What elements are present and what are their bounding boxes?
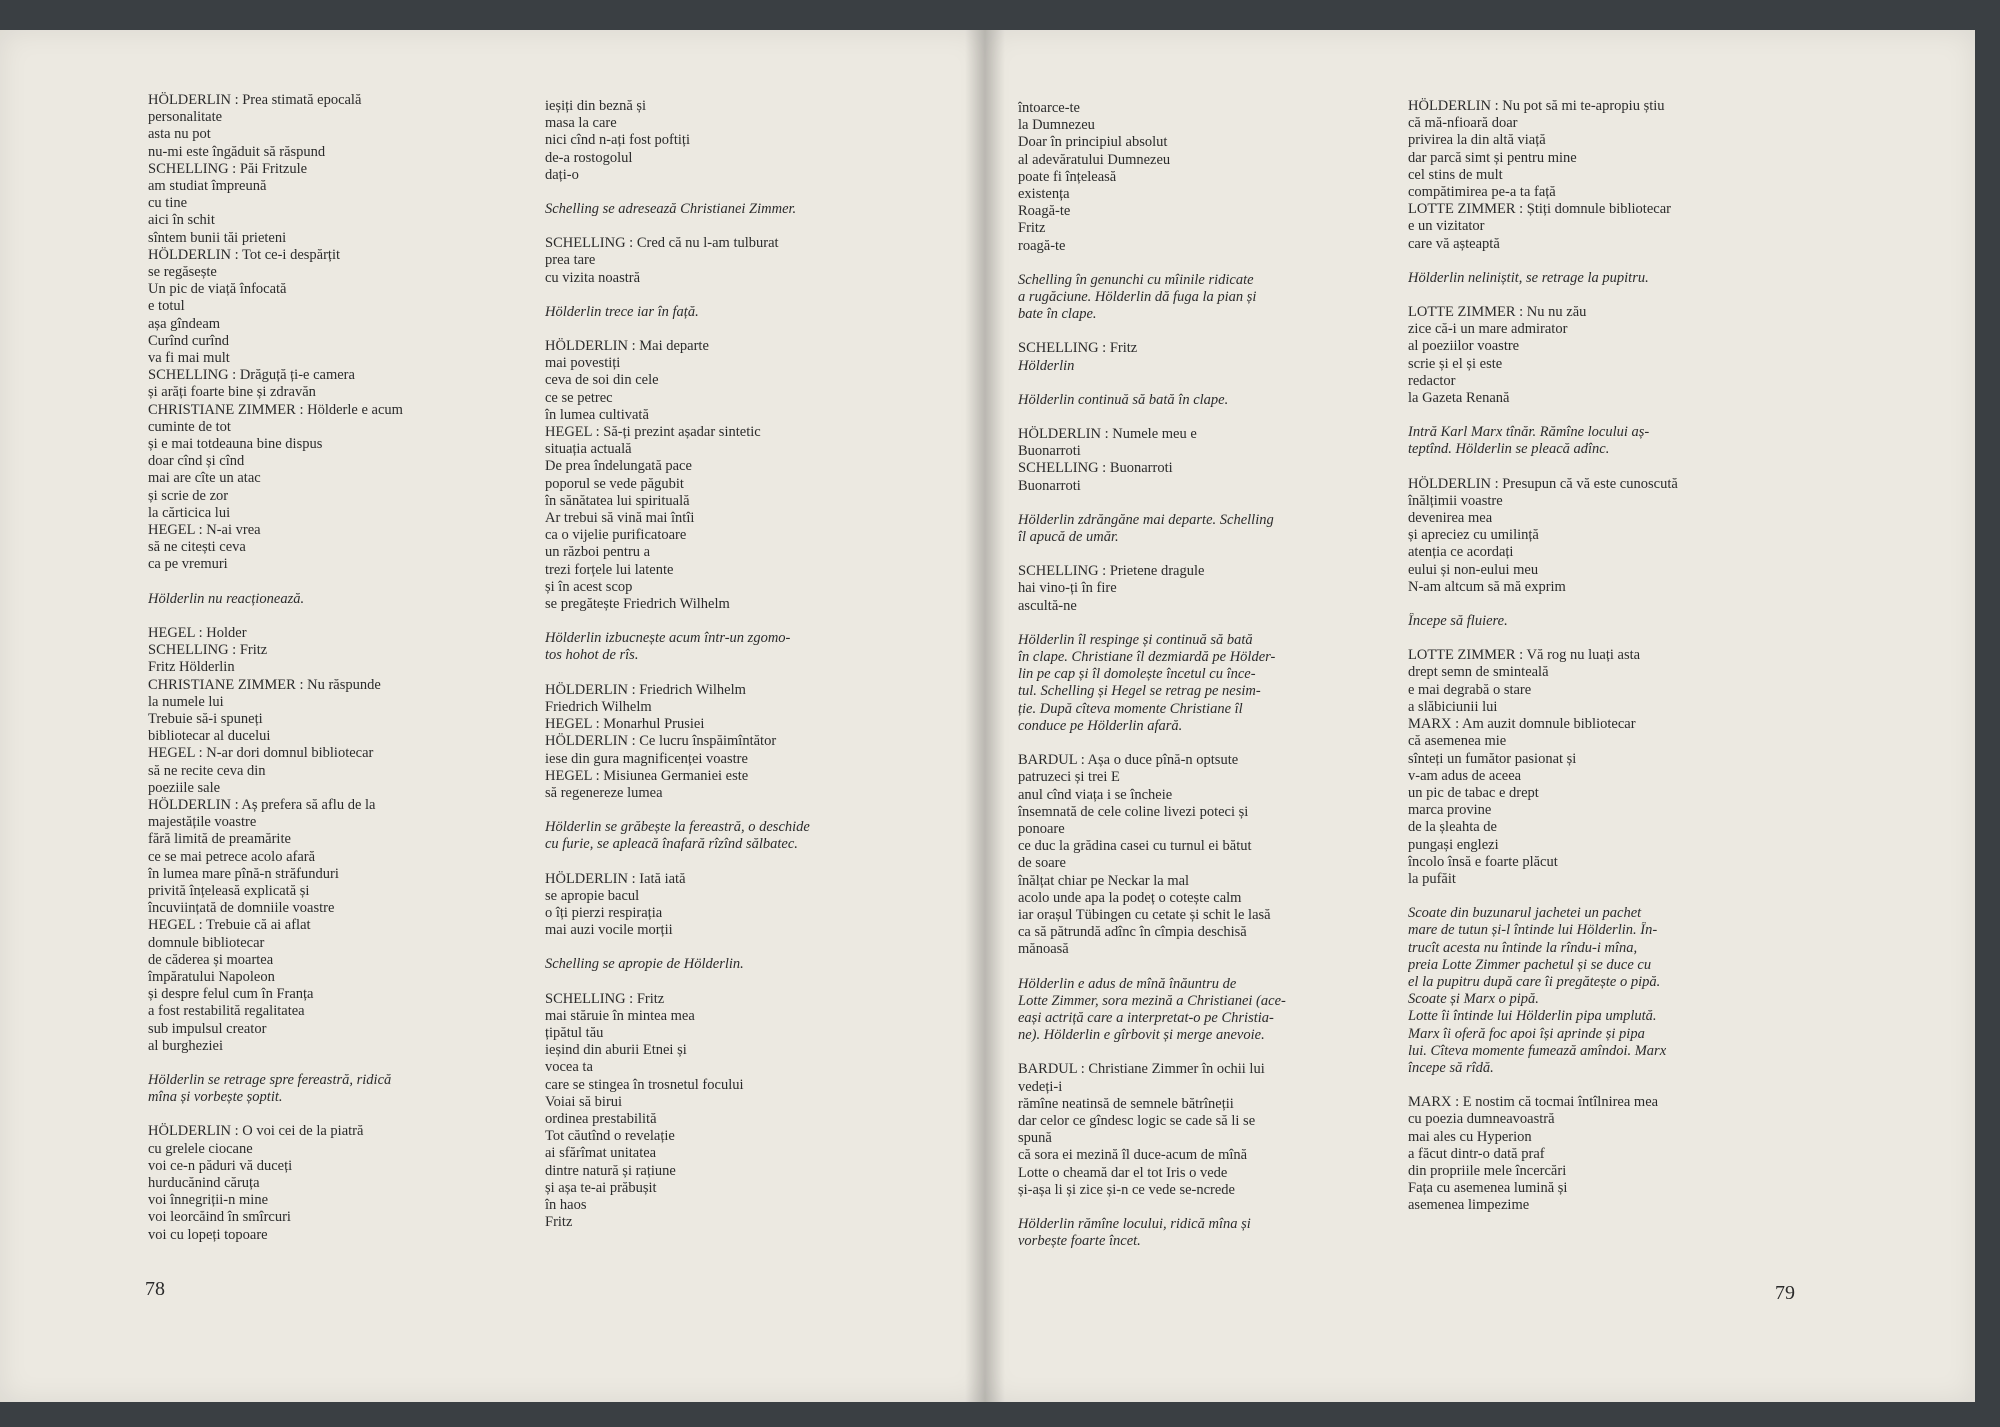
text-line: Curînd curînd [148,332,229,349]
text-line [545,218,915,235]
text-line: ce se mai petrece acolo afară [148,848,316,865]
text-line: la Dumnezeu [1018,117,1095,134]
text-line: SCHELLING : Păi Fritzule [148,160,308,177]
text-line: ponoare [1018,820,1065,837]
text-line: anul cînd viața i se încheie [1018,786,1173,803]
text-line: să ne recite ceva din [148,762,266,779]
text-line: Hölderlin [1018,357,1075,374]
text-line: vorbește foarte încet. [1018,1233,1141,1250]
text-line: Hölderlin îl respinge și continuă să bată [1018,631,1253,648]
text-line: Hölderlin e adus de mînă înăuntru de [1018,975,1237,992]
text-line: MARX : Am auzit domnule bibliotecar [1408,716,1636,733]
text-line: HÖLDERLIN : Tot ce-i despărțit [148,246,341,263]
text-line: v-am adus de aceea [1408,767,1522,784]
text-line: LOTTE ZIMMER : Nu nu zău [1408,304,1587,321]
text-line: sîntem bunii tăi prieteni [148,229,287,246]
text-line: și-așa li și zice și-n ce vede se-ncrede [1018,1181,1235,1198]
text-line: SCHELLING : Prietene dragule [1018,563,1205,580]
text-line: ce se petrec [545,389,613,406]
text-line: la cărticica lui [148,504,231,521]
text-line: iar orașul Tübingen cu cetate și schit le lasă [1018,906,1271,923]
text-line: mîna și vorbește șoptit. [148,1089,283,1106]
text-line: vedeți-i [1018,1078,1063,1095]
text-line: mai povestiți [545,355,621,372]
page-number-left: 78 [145,1278,165,1300]
text-line: un război pentru a [545,544,651,561]
text-line: zice că-i un mare admirator [1408,321,1568,338]
text-line: HÖLDERLIN : Numele meu e [1018,426,1197,443]
text-line [1408,630,1778,647]
text-line: drept semn de sminteală [1408,664,1549,681]
text-line: prea tare [545,252,596,269]
text-line: am studiat împreună [148,178,267,195]
text-line: Lotte îi întinde lui Hölderlin pipa umplută. [1408,1008,1657,1025]
text-line: situația actuală [545,441,632,458]
text-line: eași actriță care a interpretat-o pe Christia- [1018,1009,1274,1026]
text-line: mai stăruie în mintea mea [545,1007,695,1024]
text-line: Hölderlin nu reacționează. [148,590,305,607]
text-line: mare de tutun și-l întinde lui Hölderlin. În- [1408,922,1658,939]
text-line: HÖLDERLIN : O voi cei de la piatră [148,1123,364,1140]
text-line: și e mai totdeauna bine dispus [148,436,323,453]
text-line: MARX : E nostim că tocmai întîlnirea mea [1408,1094,1659,1111]
right-page-column-2 [1408,98,1778,1215]
text-line: SCHELLING : Drăguță ți-e camera [148,367,355,384]
text-line: Începe să fluiere. [1408,613,1508,630]
text-line: de la șleahta de [1408,819,1497,836]
text-line: țipătul tău [545,1024,604,1041]
text-line: HÖLDERLIN : Iată iată [545,870,686,887]
text-line: atenția ce acordați [1408,544,1514,561]
text-line: dintre natură și rațiune [545,1162,676,1179]
text-line: Hölderlin zdrăngăne mai departe. Schelling [1018,511,1274,528]
text-line [1018,1044,1388,1061]
text-line: conduce pe Hölderlin afară. [1018,717,1183,734]
text-line: Doar în principiul absolut [1018,134,1168,151]
text-line: De prea îndelungată pace [545,458,692,475]
text-line: de-a rostogolul [545,149,633,166]
text-line: Scoate și Marx o pipă. [1408,991,1539,1008]
text-line: e totul [148,298,185,315]
text-line: LOTTE ZIMMER : Vă rog nu luați asta [1408,647,1641,664]
text-line: la numele lui [148,693,224,710]
text-line: eului și non-eului meu [1408,561,1539,578]
text-line: ceva de soi din cele [545,372,659,389]
text-line: SCHELLING : Fritz [1018,340,1138,357]
left-page-column-2 [545,98,915,1231]
text-line: ca să pătrundă adînc în cîmpia deschisă [1018,924,1247,941]
text-line: ieșind din aburii Etnei și [545,1042,687,1059]
text-line: CHRISTIANE ZIMMER : Hölderle e acum [148,401,403,418]
page-number-right: 79 [1775,1282,1795,1304]
text-line: patruzeci și trei E [1018,769,1120,786]
text-line: roagă-te [1018,237,1066,254]
text-line: HÖLDERLIN : Friedrich Wilhelm [545,681,746,698]
text-line: Hölderlin continuă să bată în clape. [1018,391,1229,408]
text-line: la Gazeta Renană [1408,390,1510,407]
text-line: CHRISTIANE ZIMMER : Nu răspunde [148,676,381,693]
text-line: că sora ei mezină îl duce-acum de mînă [1018,1147,1248,1164]
text-line: masa la care [545,115,617,132]
text-line: de soare [1018,855,1066,872]
text-line [1408,253,1778,270]
text-line: Hölderlin neliniștit, se retrage la pupitru. [1408,269,1649,286]
text-line: că mă-nfioară doar [1408,115,1518,132]
text-line: Marx îi oferă foc apoi își aprinde și pipa [1408,1025,1645,1042]
text-line [1408,1077,1778,1094]
text-line: voi cu lopeți topoare [148,1226,268,1243]
text-line: marca provine [1408,802,1492,819]
text-line [545,939,915,956]
text-line: a fost restabilită regalitatea [148,1003,305,1020]
text-line: mai are cîte un atac [148,470,261,487]
text-line: rămîne neatinsă de semnele bătrîneții [1018,1095,1234,1112]
text-line: și despre felul cum în Franța [148,986,314,1003]
text-line: a rugăciune. Hölderlin dă fuga la pian și [1018,289,1257,306]
text-line: al adevăratului Dumnezeu [1018,151,1171,168]
text-line: pungași englezi [1408,836,1499,853]
text-line: să regenereze lumea [545,784,663,801]
text-line: ordinea prestabilită [545,1110,657,1127]
text-line: e un vizitator [1408,218,1485,235]
text-line: Lotte Zimmer, sora mezină a Christianei (ace- [1018,992,1286,1009]
text-line: cu vizita noastră [545,269,641,286]
text-line [1408,888,1778,905]
text-line: sub impulsul creator [148,1020,267,1037]
text-line: se pregătește Friedrich Wilhelm [545,596,730,613]
text-line: ne). Hölderlin e gîrbovit și merge anevoie. [1018,1027,1265,1044]
text-line: a făcut dintr-o dată praf [1408,1145,1545,1162]
text-line [545,802,915,819]
text-line: Tot căutînd o revelație [545,1128,675,1145]
text-line [148,1055,518,1072]
text-line: îl apucă de umăr. [1018,529,1119,546]
text-line: compătimirea pe-a ta față [1408,184,1556,201]
text-line: Hölderlin se retrage spre fereastră, ridică [148,1071,392,1088]
text-line: mai ales cu Hyperion [1408,1128,1532,1145]
text-line: Schelling în genunchi cu mîinile ridicate [1018,271,1254,288]
text-line: o îți pierzi respirația [545,904,663,921]
text-line [545,184,915,201]
text-line: la pufăit [1408,870,1456,887]
text-line: și arăți foarte bine și zdravăn [148,384,316,401]
text-line: HEGEL : N-ai vrea [148,522,261,539]
text-line: Friedrich Wilhelm [545,698,652,715]
text-line: aici în schit [148,212,215,229]
text-line [1408,407,1778,424]
text-line: se regăsește [148,264,217,281]
text-line [1018,375,1388,392]
text-line: voi leorcăind în smîrcuri [148,1209,291,1226]
text-line: BARDUL : Așa o duce pînă-n optsute [1018,752,1239,769]
text-line: HÖLDERLIN : Prea stimată epocală [148,92,362,108]
text-line: de căderea și moartea [148,951,274,968]
text-line: înălțat chiar pe Neckar la mal [1018,872,1190,889]
text-line: nu-mi este îngăduit să răspund [148,143,326,160]
text-line: asemenea limpezime [1408,1197,1530,1214]
text-line: SCHELLING : Fritz [545,990,665,1007]
text-line: trucît acesta nu întinde la rîndu-i mîna, [1408,939,1638,956]
text-line: al poeziilor voastre [1408,338,1520,355]
text-line: HEGEL : Holder [148,624,247,641]
text-line: e mai degrabă o stare [1408,681,1532,698]
text-line [1018,1199,1388,1216]
text-line: sînteți un fumător pasionat și [1408,750,1577,767]
text-line: poeziile sale [148,779,221,796]
text-line: voi înnegriții-n mine [148,1192,269,1209]
text-line: Fritz Hölderlin [148,659,235,676]
text-line: în clape. Christiane îl dezmiardă pe Hölder- [1018,649,1276,666]
text-line: Buonarroti [1018,477,1081,494]
text-line: lin pe cap și îl domolește încetul cu înce- [1018,666,1256,683]
text-line: bate în clape. [1018,306,1097,323]
text-line: doar cînd și cînd [148,453,245,470]
text-line: va fi mai mult [148,350,230,367]
text-line: nici cînd n-ați fost poftiți [545,132,690,149]
text-line [148,1106,518,1123]
text-line: existența [1018,186,1070,203]
text-line: asta nu pot [148,126,211,143]
text-line [1018,959,1388,976]
text-line: să ne citești ceva [148,539,246,556]
text-line [1018,495,1388,512]
text-line: întoarce-te [1018,100,1080,116]
text-line: cu grelele ciocane [148,1140,253,1157]
text-line: privirea la din altă viață [1408,132,1546,149]
text-line: HÖLDERLIN : Presupun că vă este cunoscută [1408,475,1678,492]
text-line [148,574,518,591]
text-line: privită înțeleasă explicată și [148,882,310,899]
text-line: Fritz [1018,220,1046,237]
text-line: fără limită de preamărite [148,831,291,848]
text-line: bibliotecar al ducelui [148,728,271,745]
text-line: tos hohot de rîs. [545,647,639,664]
text-line: LOTTE ZIMMER : Știți domnule bibliotecar [1408,201,1671,218]
text-line: HÖLDERLIN : Ce lucru înspăimîntător [545,733,777,750]
text-line: ai sfărîmat unitatea [545,1145,657,1162]
text-line: Voiai să birui [545,1093,623,1110]
text-line: Hölderlin se grăbește la fereastră, o deschide [545,819,810,836]
text-line [545,665,915,682]
text-line: un pic de tabac e drept [1408,784,1539,801]
text-line: el la pupitru după care îi pregătește o pipă. [1408,973,1661,990]
text-line: se apropie bacul [545,887,640,904]
text-line: înălțimii voastre [1408,492,1503,509]
text-line: ascultă-ne [1018,597,1077,614]
text-line: BARDUL : Christiane Zimmer în ochii lui [1018,1061,1265,1078]
text-line: HÖLDERLIN : Nu pot să mi te-apropiu știu [1408,98,1665,114]
text-line: mănoasă [1018,941,1069,958]
text-line [1408,459,1778,476]
text-line: și apreciez cu umilință [1408,527,1539,544]
text-line [1018,546,1388,563]
text-line: trezi forțele lui latente [545,561,674,578]
text-line: ca pe vremuri [148,556,228,573]
text-line: N-am altcum să mă exprim [1408,578,1566,595]
text-line: preia Lotte Zimmer pachetul și se duce cu [1408,956,1652,973]
text-line [1018,735,1388,752]
text-line: cu poezia dumneavoastră [1408,1111,1555,1128]
text-line: devenirea mea [1408,510,1493,527]
text-line: că asemenea mie [1408,733,1507,750]
text-line: din propriile mele încercări [1408,1162,1567,1179]
text-line: majestățile voastre [148,814,257,831]
text-line [1018,323,1388,340]
text-line: poporul se vede păgubit [545,475,684,492]
text-line [148,608,518,625]
text-line: Schelling se apropie de Hölderlin. [545,956,744,973]
text-line: încuviințată de domniile voastre [148,900,335,917]
text-line: al burgheziei [148,1037,224,1054]
text-line: Un pic de viață înfocată [148,281,287,298]
text-line: acolo unde apa la podeț o cotește calm [1018,889,1242,906]
text-line: hai vino-ți în fire [1018,580,1117,597]
text-line [545,613,915,630]
text-line: a slăbiciunii lui [1408,698,1498,715]
text-line: hurducănind căruța [148,1174,260,1191]
text-line: care vă așteaptă [1408,235,1500,252]
text-line: HEGEL : Trebuie că ai aflat [148,917,311,934]
text-line: mai auzi vocile morții [545,922,673,939]
text-line: dați-o [545,166,579,183]
text-line [545,321,915,338]
text-line: iese din gura magnificenței voastre [545,750,748,767]
text-line [1408,596,1778,613]
text-line: spună [1018,1130,1052,1147]
text-line: în lumea cultivată [545,406,649,423]
text-line: Hölderlin rămîne locului, ridică mîna și [1018,1215,1251,1232]
text-line: HÖLDERLIN : Aș prefera să aflu de la [148,796,376,813]
text-line: și scrie de zor [148,487,229,504]
text-line: scrie și el și este [1408,355,1503,372]
text-line: Trebuie să-i spuneți [148,710,263,727]
text-line: Lotte o cheamă dar el tot Iris o vede [1018,1164,1228,1181]
text-line: redactor [1408,372,1456,389]
text-line: așa gîndeam [148,315,221,332]
text-line: vocea ta [545,1059,593,1076]
text-line: care se stingea în trosnetul focului [545,1076,744,1093]
text-line: SCHELLING : Cred că nu l-am tulburat [545,235,779,252]
text-line [545,974,915,991]
text-line: Hölderlin izbucnește acum într-un zgomo- [545,630,791,647]
text-line: HEGEL : Misiunea Germaniei este [545,767,749,784]
text-line: Fața cu asemenea lumină și [1408,1180,1568,1197]
text-line: cel stins de mult [1408,166,1503,183]
text-line: în haos [545,1196,587,1213]
text-line: poate fi înțeleasă [1018,168,1117,185]
text-line: Schelling se adresează Christianei Zimmer. [545,201,797,218]
text-line: Scoate din buzunarul jachetei un pachet [1408,905,1642,922]
text-line: HEGEL : N-ar dori domnul bibliotecar [148,745,374,762]
text-line: în sănătatea lui spirituală [545,492,690,509]
text-line: ieșiți din beznă și [545,98,647,114]
text-line: lui. Cîteva momente fumează amîndoi. Marx [1408,1042,1667,1059]
text-line [545,854,915,871]
text-line: și în acest scop [545,578,633,595]
text-line [1408,287,1778,304]
text-line: HEGEL : Monarhul Prusiei [545,716,705,733]
text-line: ca o vijelie purificatoare [545,527,687,544]
text-line: teptînd. Hölderlin se pleacă adînc. [1408,441,1610,458]
text-line: SCHELLING : Buonarroti [1018,460,1173,477]
text-line: cu tine [148,195,188,212]
text-line: cuminte de tot [148,418,231,435]
text-line: cu furie, se apleacă înafară rîzînd sălbatec. [545,836,798,853]
text-line [1018,615,1388,632]
text-line: în lumea mare pînă-n străfunduri [148,865,339,882]
book-gutter [965,30,1005,1402]
left-page-column-1 [148,92,518,1244]
text-line: tul. Schelling și Hegel se retrag pe nesim- [1018,683,1261,700]
text-line: și așa te-ai prăbușit [545,1179,657,1196]
text-line: Hölderlin trece iar în față. [545,303,699,320]
text-line: ce duc la grădina casei cu turnul ei bătut [1018,838,1252,855]
text-line: Ar trebui să vină mai întîi [545,510,695,527]
text-line: domnule bibliotecar [148,934,265,951]
text-line: începe să rîdă. [1408,1059,1494,1076]
text-line: împăratului Napoleon [148,968,275,985]
text-line [1018,409,1388,426]
text-line: însemnată de cele coline livezi poteci și [1018,803,1249,820]
text-line: personalitate [148,109,223,126]
text-line: ție. După cîteva momente Christiane îl [1018,700,1243,717]
text-line [545,287,915,304]
right-page-column-1 [1018,100,1388,1250]
text-line: Fritz [545,1214,573,1231]
text-line [1018,255,1388,272]
text-line: încolo însă e foarte plăcut [1408,853,1558,870]
text-line: SCHELLING : Fritz [148,642,268,659]
text-line: HEGEL : Să-ți prezint așadar sintetic [545,424,761,441]
text-line: Roagă-te [1018,203,1071,220]
text-line: dar celor ce gîndesc logic se cade să li se [1018,1112,1256,1129]
text-line: HÖLDERLIN : Mai departe [545,338,709,355]
text-line: Intră Karl Marx tînăr. Rămîne locului aș- [1408,424,1650,441]
text-line: voi ce-n păduri vă duceți [148,1157,293,1174]
text-line: Buonarroti [1018,443,1081,460]
text-line: dar parcă simt și pentru mine [1408,149,1577,166]
